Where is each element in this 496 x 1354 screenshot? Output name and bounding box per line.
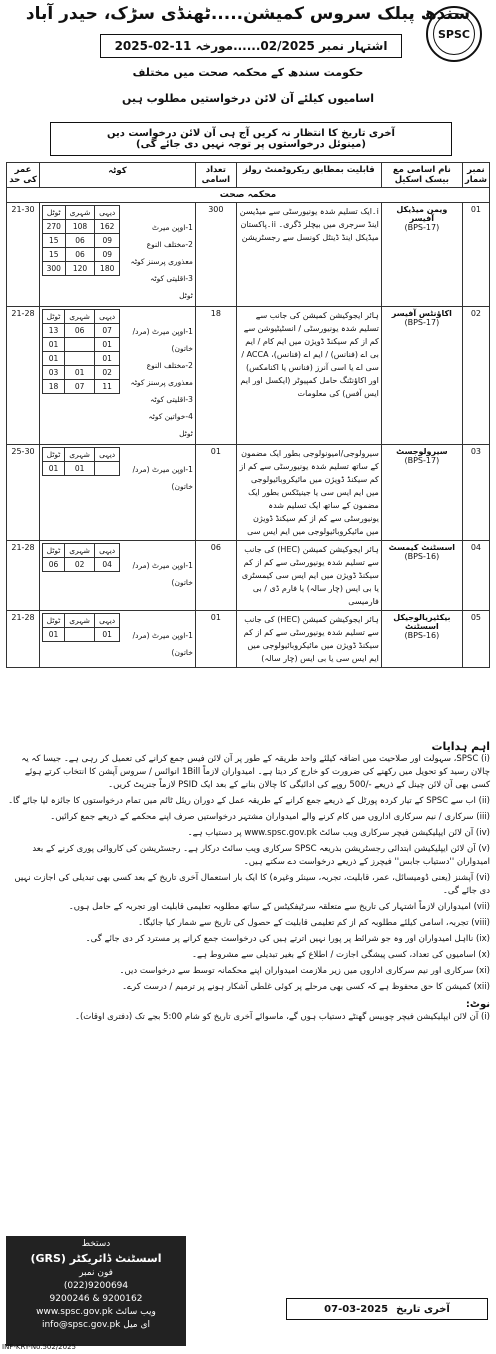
quota-urban bbox=[65, 338, 95, 352]
instruction-item: (ix) نااہل امیدواران اور وہ جو شرائط پر پورا نہیں اترتے ہیں کی درخواست جمع کرانے پر مسترد کر دی جائے گی۔ bbox=[85, 934, 490, 944]
quota-rural: 01 bbox=[95, 628, 120, 642]
qualification: ہائر ایجوکیشن کمیشن (HEC) کی جانب سے تسلیم شدہ یونیورسٹی سے کم از کم سیکنڈ ڈویژن میں مائیکروبائیولوجی میں ایم ایس سی یا بی ایس (چار سالہ) bbox=[236, 611, 381, 668]
posts-table bbox=[6, 162, 490, 668]
quota-label: 3-اقلیتی کوٹہ bbox=[150, 274, 193, 283]
quota-rural: 02 bbox=[95, 366, 120, 380]
quota-urban: 06 bbox=[65, 324, 95, 338]
quota-rural: 162 bbox=[95, 220, 120, 234]
intro-line-1: حکومت سندھ کے محکمہ صحت میں مختلف bbox=[132, 66, 364, 79]
col-qualification: قابلیت بمطابق ریکروٹمنٹ رولز bbox=[236, 163, 381, 188]
quota-total: 18 bbox=[43, 380, 65, 394]
quota-rural: 04 bbox=[95, 558, 120, 572]
post-name: اکاؤنٹس آفیسر bbox=[391, 309, 452, 318]
instruction-item: (viii) تجربہ، اسامی کیلئے مطلوبہ کم از کم تعلیمی قابلیت کے حصول کی تاریخ سے شمار کیا جائیگا۔ bbox=[138, 918, 490, 928]
page-title: سندھ پبلک سروس کمیشن.....ٹھنڈی سڑک، حیدر آباد bbox=[25, 4, 471, 24]
quota-total: 06 bbox=[43, 558, 65, 572]
quota-rural: 09 bbox=[95, 248, 120, 262]
quota-total: 15 bbox=[43, 234, 66, 248]
quota-head-total: ٹوٹل bbox=[43, 614, 65, 628]
phone-1: (022)9200694 bbox=[63, 1281, 129, 1291]
quota-label: 1-اوپن میرٹ bbox=[151, 223, 193, 232]
instruction-item: (vii) امیدواران لازماً اشتہار کی تاریخ سے متعلقہ سرٹیفکیٹس کے ساتھ مطلوبہ تعلیمی قابلیت اور تجربہ کے حامل ہوں۔ bbox=[68, 902, 490, 912]
instruction-item: (xi) سرکاری اور نیم سرکاری اداروں میں زیر ملازمت امیدواران اپنے محکمانہ توسط سے درخواست دیں۔ bbox=[119, 966, 490, 976]
quota-urban: 07 bbox=[65, 380, 95, 394]
quota-total: 300 bbox=[43, 262, 66, 276]
quota-urban: 01 bbox=[65, 366, 95, 380]
quota-rural bbox=[95, 462, 120, 476]
quota-total: 01 bbox=[43, 338, 65, 352]
table-row bbox=[7, 611, 490, 668]
age-limit: 21-28 bbox=[7, 307, 40, 445]
quota-rural: 11 bbox=[95, 380, 120, 394]
email-label: ای میل bbox=[123, 1320, 151, 1330]
reference-number: INF-KRY-No.502/2025 bbox=[2, 1343, 76, 1351]
row-serial: 01 bbox=[462, 203, 489, 307]
quota-urban: 02 bbox=[65, 558, 95, 572]
quota-rural: 01 bbox=[95, 352, 120, 366]
quota-head-total: ٹوٹل bbox=[43, 206, 66, 220]
post-name: ویمن میڈیکل آفیسر bbox=[396, 205, 448, 223]
quota-total: 15 bbox=[43, 248, 66, 262]
table-row bbox=[7, 307, 490, 445]
quota-rural: 01 bbox=[95, 338, 120, 352]
quota-label: 1-اوپن میرٹ (مرد/خاتون) bbox=[132, 561, 193, 587]
quota-head-urban: شہری bbox=[65, 206, 95, 220]
quota-head-rural: دیہی bbox=[95, 614, 120, 628]
age-limit: 21-28 bbox=[7, 541, 40, 611]
quota-rural: 09 bbox=[95, 234, 120, 248]
phone-2: 9200246 & 9200162 bbox=[49, 1294, 143, 1304]
instruction-item: (ii) اب سے SPSC کے تیار کردہ پورٹل کے ذریعے جمع کرانے کے طریقہ عمل کے دوران ریئل ٹائم میں تمام درخواستوں کا جائزہ لیا جائے گا۔ bbox=[8, 796, 490, 806]
instruction-item: (iv) آن لائن ایپلیکیشن فیچر سرکاری ویب سائٹ www.spsc.gov.pk پر دستیاب ہے۔ bbox=[187, 828, 490, 838]
col-quota: کوٹہ bbox=[40, 163, 196, 188]
quota-total: 01 bbox=[43, 462, 65, 476]
row-serial: 03 bbox=[462, 445, 489, 541]
designation: اسسٹنٹ ڈائریکٹر (GRS) bbox=[30, 1252, 162, 1265]
quota-head-urban: شہری bbox=[65, 544, 95, 558]
quota-label: 2-مختلف النوع معذوری پرسنز کوٹہ bbox=[130, 240, 193, 266]
quota-urban bbox=[65, 352, 95, 366]
footer bbox=[6, 1236, 490, 1346]
instruction-item: (vi) آپشنز (یعنی ڈومیسائل، عمر، قابلیت، تجربہ، سینئر وغیرہ) کا ایک بار استعمال آخری تاریخ کے بعد کسی بھی تبدیلی کی اجازت نہیں دی جائے گی۔ bbox=[14, 873, 490, 896]
quota-total: 03 bbox=[43, 366, 65, 380]
instruction-item: (x) اسامیوں کی تعداد، کسی پیشگی اجازت / اطلاع کے بغیر تبدیلی سے مشروط ہے۔ bbox=[192, 950, 490, 960]
deadline-line-1: آخری تاریخ کا انتظار نہ کریں آج ہی آن لائن درخواست دیں bbox=[107, 128, 395, 139]
quota-urban: 108 bbox=[65, 220, 95, 234]
quota-total: 270 bbox=[43, 220, 66, 234]
quota-label: 1-اوپن میرٹ (مرد/خاتون) bbox=[132, 327, 193, 353]
post-count: 01 bbox=[195, 445, 236, 541]
quota-rural: 180 bbox=[95, 262, 120, 276]
instruction-item: (i) SPSC، سہولت اور صلاحیت میں اضافہ کیلئے واحد طریقہ کے طور پر آن لائن فیس جمع کرانے کی تعمیل کر رہی ہے۔ جیسا کہ یہ چالان رسید کو تحویل میں رکھنے کی ضرورت کو خارج کر دیتا ہے۔ امیدواران لازماً 1Bill انوائس / سروس آپشن کا انتخاب کرتے ہوئے کسی بھی آن لائن چینل کے ذریعے -/500 روپے کی ادائیگی کا چالان بنانے کے بعد ایک PSID لازماً جنریٹ کریں۔ bbox=[21, 754, 490, 790]
quota-rural: 07 bbox=[95, 324, 120, 338]
table-row bbox=[7, 541, 490, 611]
signature-label: دستخط bbox=[81, 1239, 111, 1249]
quota-total: 01 bbox=[43, 352, 65, 366]
col-count: تعداد اسامی bbox=[195, 163, 236, 188]
instructions-section bbox=[6, 740, 490, 1027]
post-count: 01 bbox=[195, 611, 236, 668]
website-link[interactable]: www.spsc.gov.pk bbox=[36, 1307, 113, 1317]
advertisement-number: اشتہار نمبر 02/2025......مورخہ 11-02-2025 bbox=[100, 34, 402, 58]
instruction-item: (xii) کمیشن کا حق محفوظ ہے کہ کسی بھی مرحلے پر کوئی غلطی آشکار ہونے پر ترمیم / درست کرے۔ bbox=[122, 982, 490, 992]
quota-label: ٹوٹل bbox=[179, 291, 193, 300]
col-age: عمر کی حد bbox=[7, 163, 40, 188]
department-name: محکمہ صحت bbox=[7, 188, 490, 203]
row-serial: 05 bbox=[462, 611, 489, 668]
post-bps: (BPS-16) bbox=[404, 552, 440, 561]
quota-label: ٹوٹل bbox=[179, 429, 193, 438]
logo-text: SPSC bbox=[438, 27, 470, 41]
age-limit: 25-30 bbox=[7, 445, 40, 541]
table-row bbox=[7, 445, 490, 541]
post-bps: (BPS-17) bbox=[404, 223, 440, 232]
quota-label: 4-خواتین کوٹہ bbox=[148, 412, 193, 421]
row-serial: 02 bbox=[462, 307, 489, 445]
instruction-item: (iii) سرکاری / نیم سرکاری اداروں میں کام کرنے والے امیدواران مشتہر درخواستیں صرف اپنے محکمے کے ذریعے جمع کرائیں۔ bbox=[50, 812, 490, 822]
age-limit: 21-28 bbox=[7, 611, 40, 668]
post-name: سیرولوجسٹ bbox=[396, 447, 448, 456]
quota-head-total: ٹوٹل bbox=[43, 310, 65, 324]
deadline-line-2: (مینوئل درخواستوں پر توجہ نہیں دی جائے گی) bbox=[136, 139, 366, 150]
department-row bbox=[7, 188, 490, 203]
qualification: سیرولوجی/امیونولوجی بطور ایک مضمون کے ساتھ تسلیم شدہ یونیورسٹی سے کم از کم سیکنڈ ڈویژن میں مائیکروبائیولوجی میں ایم ایس سی یا جینیٹکس بطور ایک مضمون کے ساتھ ایک تسلیم شدہ یونیورسٹی سے کم از کم سیکنڈ ڈویژن میں مائیکروبائیولوجی میں ایم ایس سی bbox=[236, 445, 381, 541]
quota-label: 1-اوپن میرٹ (مرد/خاتون) bbox=[132, 631, 193, 657]
quota-urban: 120 bbox=[65, 262, 95, 276]
signature-box bbox=[6, 1236, 186, 1346]
post-name: بیکٹیریالوجیکل اسسٹنٹ bbox=[393, 613, 451, 631]
qualification: i۔ایک تسلیم شدہ یونیورسٹی سے میڈیسن اینڈ سرجری میں بیچلر ڈگری۔ ii۔پاکستان میڈیکل اینڈ ڈینٹل کونسل سے رجسٹریشن bbox=[236, 203, 381, 307]
quota-head-total: ٹوٹل bbox=[43, 448, 65, 462]
quota-label: 1-اوپن میرٹ (مرد/خاتون) bbox=[132, 465, 193, 491]
post-name: اسسٹنٹ کیمسٹ bbox=[388, 543, 456, 552]
post-count: 06 bbox=[195, 541, 236, 611]
quota-label: 2-مختلف النوع معذوری پرسنز کوٹہ bbox=[130, 361, 193, 387]
deadline-box bbox=[50, 122, 452, 156]
quota-label: 3-اقلیتی کوٹہ bbox=[150, 395, 193, 404]
instruction-item: (v) آن لائن ایپلیکیشن ابتدائی رجسٹریشن بذریعہ SPSC سرکاری ویب سائٹ درکار ہے۔ رجسٹریشن کی کاروائی پوری کرنے کے بعد امیدواران ''دستیاب جابس'' فیچرز کے ذریعے درخواست دے سکتے ہیں۔ bbox=[32, 844, 490, 867]
post-bps: (BPS-16) bbox=[404, 631, 440, 640]
instructions-title: اہم ہدایات bbox=[431, 740, 490, 753]
col-serial: نمبر شمار bbox=[462, 163, 489, 188]
note-text: (i) آن لائن ایپلیکیشن فیچر چوبیس گھنٹے دستیاب ہوں گے، ماسوائے آخری تاریخ کو شام 5:00 بجے تک (دفتری اوقات)۔ bbox=[75, 1012, 490, 1022]
age-limit: 21-30 bbox=[7, 203, 40, 307]
email-link[interactable]: info@spsc.gov.pk bbox=[41, 1320, 121, 1330]
quota-total: 01 bbox=[43, 628, 65, 642]
post-bps: (BPS-17) bbox=[404, 318, 440, 327]
quota-head-urban: شہری bbox=[65, 448, 95, 462]
quota-head-total: ٹوٹل bbox=[43, 544, 65, 558]
post-bps: (BPS-17) bbox=[404, 456, 440, 465]
quota-head-rural: دیہی bbox=[95, 206, 120, 220]
quota-head-rural: دیہی bbox=[95, 310, 120, 324]
phone-label: فون نمبر bbox=[79, 1268, 113, 1278]
note-title: نوٹ: bbox=[465, 999, 490, 1010]
spsc-logo-icon bbox=[426, 6, 482, 62]
intro-line-2: اسامیوں کیلئے آن لائن درخواستیں مطلوب ہیں bbox=[121, 92, 375, 105]
quota-urban: 01 bbox=[65, 462, 95, 476]
quota-urban bbox=[65, 628, 95, 642]
quota-head-rural: دیہی bbox=[95, 544, 120, 558]
website-label: ویب سائٹ bbox=[115, 1307, 156, 1317]
qualification: ہائر ایجوکیشن کمیشن (HEC) کی جانب سے تسلیم شدہ یونیورسٹی سے کم از کم سیکنڈ ڈویژن میں ایم ایس سی کیمسٹری یا بی ایس (چار سالہ) یا فارم ڈی / بی فارمیسی bbox=[236, 541, 381, 611]
quota-urban: 06 bbox=[65, 234, 95, 248]
post-count: 300 bbox=[195, 203, 236, 307]
last-date-box bbox=[286, 1298, 488, 1320]
quota-head-urban: شہری bbox=[65, 310, 95, 324]
quota-total: 13 bbox=[43, 324, 65, 338]
table-header-row bbox=[7, 163, 490, 188]
last-date-value: 07-03-2025 bbox=[324, 1303, 389, 1315]
quota-head-rural: دیہی bbox=[95, 448, 120, 462]
quota-head-urban: شہری bbox=[65, 614, 95, 628]
quota-urban: 06 bbox=[65, 248, 95, 262]
table-row bbox=[7, 203, 490, 307]
last-date-label: آخری تاریخ bbox=[396, 1303, 450, 1315]
row-serial: 04 bbox=[462, 541, 489, 611]
post-count: 18 bbox=[195, 307, 236, 445]
col-post: نام اسامی مع بیسک اسکیل bbox=[381, 163, 462, 188]
qualification: ہائر ایجوکیشن کمیشن کی جانب سے تسلیم شدہ یونیورسٹی / انسٹیٹیوشن سے کم از کم سیکنڈ ڈویژن میں ایم کام / ایم بی اے (فنانس) / ایم اے (فنانس)، ACCA / سی اے یا اسی آنرز (فنانس یا اکنامکس) اور اکاؤنٹنگ حامل کمپیوٹر (ایکسل اور ایم ایس آفس) کی معلومات bbox=[236, 307, 381, 445]
